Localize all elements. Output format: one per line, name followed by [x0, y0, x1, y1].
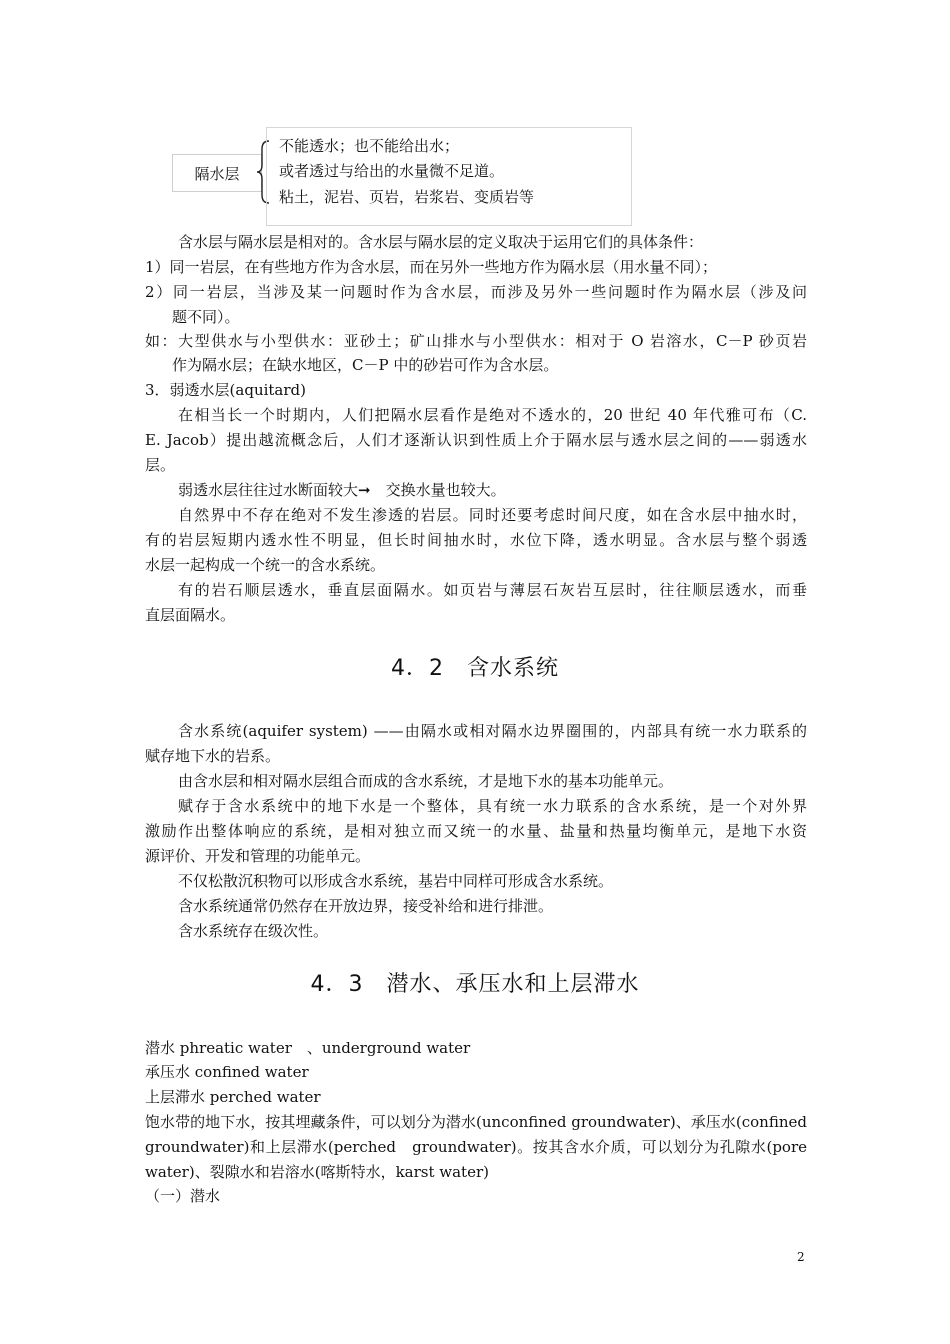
- paragraph-line: 不仅松散沉积物可以形成含水系统，基岩中同样可形成含水系统。: [178, 872, 614, 890]
- paragraph-line: 赋存于含水系统中的地下水是一个整体，具有统一水力联系的含水系统，是一个对外界: [178, 797, 807, 815]
- definition-item: 不能透水；也不能给出水；: [279, 137, 460, 155]
- subsection-title: 3．弱透水层(aquitard): [145, 381, 306, 399]
- definition-label: 隔水层: [172, 154, 262, 192]
- list-item: 1）同一岩层，在有些地方作为含水层，而在另外一些地方作为隔水层（用水量不同）；: [145, 258, 718, 276]
- paragraph-line: groundwater)和上层滞水(perched groundwater)。按其含水介质，可以划分为孔隙水(pore: [145, 1138, 807, 1156]
- paragraph-line: 层。: [145, 456, 176, 474]
- section-heading-4-2: 4．2 含水系统: [391, 656, 559, 681]
- paragraph-line: 饱水带的地下水，按其埋藏条件，可以划分为潜水(unconfined groundwater)、承压水(confined: [145, 1113, 807, 1131]
- paragraph-line: water)、裂隙水和岩溶水(喀斯特水，karst water): [145, 1163, 489, 1181]
- paragraph-line: 弱透水层往往过水断面较大➞ 交换水量也较大。: [178, 481, 506, 499]
- paragraph-line: 有的岩层短期内透水性不明显，但长时间抽水时，水位下降，透水明显。含水层与整个弱透: [145, 531, 807, 549]
- paragraph-line: 水层一起构成一个统一的含水系统。: [145, 556, 386, 574]
- paragraph-line: 含水系统存在级次性。: [178, 922, 329, 940]
- paragraph-line: 源评价、开发和管理的功能单元。: [145, 847, 371, 865]
- paragraph-line: 自然界中不存在绝对不发生渗透的岩层。同时还要考虑时间尺度，如在含水层中抽水时，: [178, 506, 807, 524]
- definition-item: 或者透过与给出的水量微不足道。: [279, 162, 505, 180]
- term-line: 上层滞水 perched water: [145, 1088, 321, 1106]
- paragraph-line: 直层面隔水。: [145, 606, 236, 624]
- page-number: 2: [797, 1250, 805, 1264]
- paragraph-line: 作为隔水层；在缺水地区，C－P 中的砂岩可作为含水层。: [172, 356, 559, 374]
- paragraph-line: 在相当长一个时期内，人们把隔水层看作是绝对不透水的，20 世纪 40 年代雅可布（C.: [178, 406, 807, 424]
- paragraph-line: E. Jacob）提出越流概念后，人们才逐渐认识到性质上介于隔水层与透水层之间的——弱透水: [145, 431, 807, 449]
- term-line: 承压水 confined water: [145, 1063, 309, 1081]
- list-item: 2）同一岩层，当涉及某一问题时作为含水层，而涉及另外一些问题时作为隔水层（涉及问: [145, 283, 807, 301]
- section-heading-4-3: 4．3 潜水、承压水和上层滞水: [310, 972, 640, 997]
- paragraph-line: 有的岩石顺层透水，垂直层面隔水。如页岩与薄层石灰岩互层时，往往顺层透水，而垂: [178, 581, 807, 599]
- paragraph-line: 赋存地下水的岩系。: [145, 747, 281, 765]
- paragraph-line: 如：大型供水与小型供水：亚砂土；矿山排水与小型供水：相对于 O 岩溶水，C－P 砂页岩: [145, 332, 807, 350]
- definition-item: 粘土，泥岩、页岩，岩浆岩、变质岩等: [279, 188, 535, 206]
- paragraph-line: 激励作出整体响应的系统，是相对独立而又统一的水量、盐量和热量均衡单元，是地下水资: [145, 822, 807, 840]
- list-item: 题不同）。: [172, 308, 240, 326]
- paragraph-line: 含水系统通常仍然存在开放边界，接受补给和进行排泄。: [178, 897, 554, 915]
- subsection-title: （一）潜水: [145, 1187, 221, 1205]
- paragraph-line: 含水系统(aquifer system) ——由隔水或相对隔水边界圈围的，内部具有统一水力联系的: [178, 722, 807, 740]
- paragraph-line: 由含水层和相对隔水层组合而成的含水系统，才是地下水的基本功能单元。: [178, 772, 674, 790]
- paragraph-line: 含水层与隔水层是相对的。含水层与隔水层的定义取决于运用它们的具体条件：: [178, 233, 704, 251]
- term-line: 潜水 phreatic water 、underground water: [145, 1039, 471, 1057]
